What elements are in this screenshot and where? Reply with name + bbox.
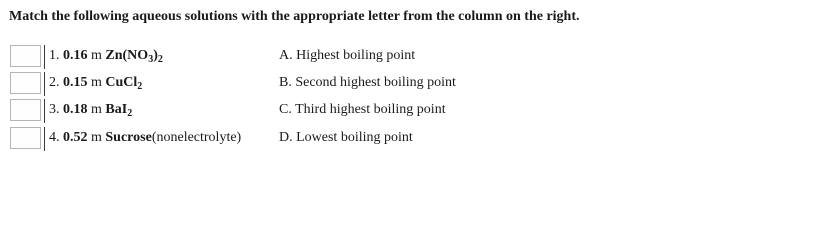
row-divider — [44, 127, 45, 151]
option-d: D. Lowest boiling point — [279, 130, 413, 145]
item-unit: m — [91, 102, 102, 117]
row-divider — [44, 72, 45, 96]
formula-subscript: 2 — [157, 54, 163, 65]
item-number: 2. — [49, 75, 60, 90]
item-number: 4. — [49, 130, 60, 145]
formula-text: CuCl — [105, 75, 138, 90]
formula-subscript: 2 — [137, 81, 143, 92]
answer-input-2[interactable] — [10, 72, 41, 94]
option-b: B. Second highest boiling point — [279, 75, 456, 90]
answer-input-4[interactable] — [10, 127, 41, 149]
solution-item-3 — [49, 102, 132, 118]
item-concentration: 0.16 — [63, 48, 88, 63]
item-concentration: 0.18 — [63, 102, 88, 117]
item-formula — [105, 48, 162, 63]
answer-input-3[interactable] — [10, 99, 41, 121]
item-concentration: 0.52 — [63, 130, 88, 145]
match-row-3 — [10, 99, 810, 123]
solution-item-1 — [49, 48, 163, 64]
formula-subscript: 2 — [127, 108, 133, 119]
match-row-2 — [10, 72, 810, 96]
formula-text: Zn(NO — [105, 48, 149, 63]
item-concentration: 0.15 — [63, 75, 88, 90]
row-divider — [44, 45, 45, 69]
item-number: 1. — [49, 48, 60, 63]
formula-text: BaI — [105, 102, 128, 117]
formula-text: ) — [153, 48, 158, 63]
item-formula — [105, 102, 132, 117]
item-unit: m — [91, 48, 102, 63]
instruction-text: Match the following aqueous solutions with the appropriate letter from the column on the right. — [9, 9, 580, 24]
solution-item-2 — [49, 75, 142, 91]
formula-text: Sucrose — [105, 130, 152, 145]
option-a: A. Highest boiling point — [279, 48, 416, 63]
option-c: C. Third highest boiling point — [279, 102, 446, 117]
answer-input-1[interactable] — [10, 45, 41, 67]
row-divider — [44, 99, 45, 123]
match-row-1 — [10, 45, 810, 69]
formula-subscript: 3 — [148, 54, 154, 65]
item-formula — [105, 75, 142, 90]
item-formula — [105, 130, 151, 145]
match-row-4 — [10, 127, 810, 151]
item-number: 3. — [49, 102, 60, 117]
solution-item-4 — [49, 130, 241, 146]
item-unit: m — [91, 75, 102, 90]
item-unit: m — [91, 130, 102, 145]
item-suffix: (nonelectrolyte) — [151, 130, 242, 145]
